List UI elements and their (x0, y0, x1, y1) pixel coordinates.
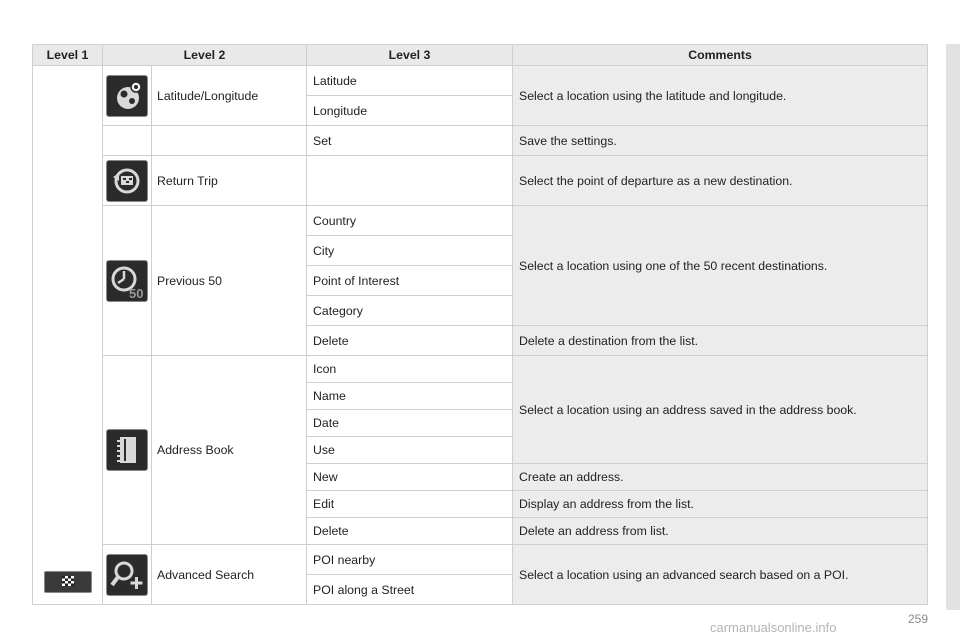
comment-cell: Select a location using one of the 50 recent destinations. (513, 206, 928, 326)
level2-advanced-search[interactable]: Advanced Search (152, 545, 307, 605)
icon-cell (103, 356, 152, 545)
comment-cell: Delete an address from list. (513, 518, 928, 545)
search-plus-icon[interactable] (106, 554, 148, 596)
level3-delete[interactable]: Delete (307, 518, 513, 545)
table-row (33, 126, 928, 156)
level3-poi-nearby[interactable]: POI nearby (307, 545, 513, 575)
table-row (33, 356, 928, 383)
icon-cell (103, 206, 152, 356)
comment-cell: Save the settings. (513, 126, 928, 156)
page-number: 259 (908, 612, 929, 626)
side-tab-bar (946, 44, 960, 610)
icon-cell (103, 66, 152, 126)
icon-cell (103, 126, 152, 156)
header-level-3: Level 3 (307, 45, 513, 66)
checkered-flag-icon[interactable] (44, 571, 92, 593)
level3-category[interactable]: Category (307, 296, 513, 326)
level2-previous-50[interactable]: Previous 50 (152, 206, 307, 356)
table-row (33, 545, 928, 575)
level3-delete[interactable]: Delete (307, 326, 513, 356)
level3-longitude[interactable]: Longitude (307, 96, 513, 126)
comment-cell: Select a location using an advanced search based on a POI. (513, 545, 928, 605)
return-trip-icon[interactable] (106, 160, 148, 202)
level3-country[interactable]: Country (307, 206, 513, 236)
level2-address-book[interactable]: Address Book (152, 356, 307, 545)
comment-cell: Delete a destination from the list. (513, 326, 928, 356)
table-header-row (33, 45, 928, 66)
level2-empty (152, 126, 307, 156)
header-comments: Comments (513, 45, 928, 66)
header-level-1: Level 1 (33, 45, 103, 66)
comment-cell: Select the point of departure as a new destination. (513, 156, 928, 206)
level3-name[interactable]: Name (307, 383, 513, 410)
level3-new[interactable]: New (307, 464, 513, 491)
level3-set[interactable]: Set (307, 126, 513, 156)
level3-latitude[interactable]: Latitude (307, 66, 513, 96)
level3-edit[interactable]: Edit (307, 491, 513, 518)
icon-cell (103, 156, 152, 206)
clock-50-icon[interactable] (106, 260, 148, 302)
level1-cell (33, 66, 103, 605)
level3-use[interactable]: Use (307, 437, 513, 464)
level3-city[interactable]: City (307, 236, 513, 266)
header-level-2: Level 2 (103, 45, 307, 66)
address-book-icon[interactable] (106, 429, 148, 471)
table-row (33, 206, 928, 236)
globe-icon[interactable] (106, 75, 148, 117)
level2-latitude-longitude[interactable]: Latitude/Longitude (152, 66, 307, 126)
table-row (33, 156, 928, 206)
comment-cell: Display an address from the list. (513, 491, 928, 518)
comment-cell: Select a location using an address saved in the address book. (513, 356, 928, 464)
comment-cell: Select a location using the latitude and longitude. (513, 66, 928, 126)
svg-text:50: 50 (129, 285, 144, 301)
level2-return-trip[interactable]: Return Trip (152, 156, 307, 206)
level3-icon[interactable]: Icon (307, 356, 513, 383)
level3-date[interactable]: Date (307, 410, 513, 437)
level3-poi-along-street[interactable]: POI along a Street (307, 575, 513, 605)
level3-empty (307, 156, 513, 206)
comment-cell: Create an address. (513, 464, 928, 491)
table-row (33, 66, 928, 96)
navigation-menu-table (32, 44, 928, 605)
watermark-text: carmanualsonline.info (710, 620, 837, 635)
icon-cell (103, 545, 152, 605)
level3-point-of-interest[interactable]: Point of Interest (307, 266, 513, 296)
